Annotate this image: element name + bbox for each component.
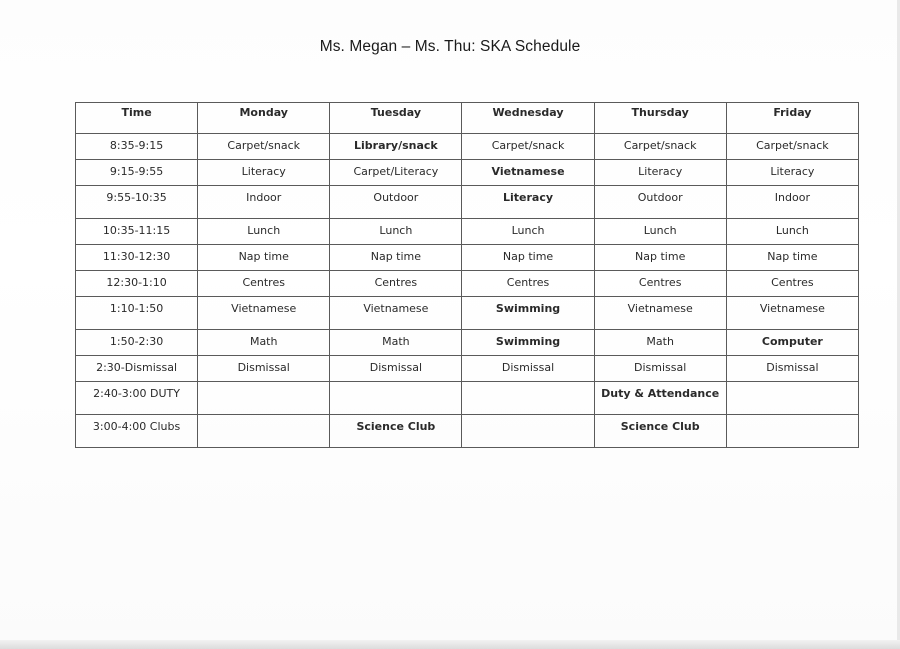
header-row: [76, 103, 859, 134]
cell-thursday: Literacy: [594, 160, 726, 186]
time-cell: 3:00-4:00 Clubs: [76, 415, 198, 448]
cell-tuesday: Lunch: [330, 219, 462, 245]
cell-wednesday: [462, 382, 594, 415]
cell-tuesday: [330, 382, 462, 415]
table-row: [76, 160, 859, 186]
cell-thursday: Nap time: [594, 245, 726, 271]
cell-friday: Vietnamese: [726, 297, 858, 330]
time-cell: 1:10-1:50: [76, 297, 198, 330]
header-wednesday: Wednesday: [462, 103, 594, 134]
header-time: Time: [76, 103, 198, 134]
schedule-table: [75, 102, 859, 448]
cell-thursday: Lunch: [594, 219, 726, 245]
header-monday: Monday: [198, 103, 330, 134]
cell-thursday: Outdoor: [594, 186, 726, 219]
table-row: [76, 219, 859, 245]
cell-tuesday: Dismissal: [330, 356, 462, 382]
cell-monday: Vietnamese: [198, 297, 330, 330]
cell-wednesday: Swimming: [462, 297, 594, 330]
cell-tuesday: Carpet/Literacy: [330, 160, 462, 186]
cell-tuesday: Nap time: [330, 245, 462, 271]
cell-monday: Nap time: [198, 245, 330, 271]
cell-thursday: Dismissal: [594, 356, 726, 382]
cell-wednesday: [462, 415, 594, 448]
time-cell: 9:55-10:35: [76, 186, 198, 219]
cell-friday: Literacy: [726, 160, 858, 186]
cell-monday: Centres: [198, 271, 330, 297]
cell-wednesday: Dismissal: [462, 356, 594, 382]
time-cell: 12:30-1:10: [76, 271, 198, 297]
cell-wednesday: Lunch: [462, 219, 594, 245]
cell-friday: [726, 382, 858, 415]
cell-tuesday: Centres: [330, 271, 462, 297]
cell-monday: Math: [198, 330, 330, 356]
page-title: Ms. Megan – Ms. Thu: SKA Schedule: [319, 38, 581, 55]
table-row: [76, 356, 859, 382]
cell-tuesday: Science Club: [330, 415, 462, 448]
table-row: [76, 271, 859, 297]
table-row: [76, 186, 859, 219]
time-cell: 1:50-2:30: [76, 330, 198, 356]
cell-monday: Literacy: [198, 160, 330, 186]
time-cell: 11:30-12:30: [76, 245, 198, 271]
cell-friday: Centres: [726, 271, 858, 297]
cell-monday: [198, 382, 330, 415]
cell-wednesday: Literacy: [462, 186, 594, 219]
cell-tuesday: Math: [330, 330, 462, 356]
table-row: [76, 297, 859, 330]
table-row: [76, 415, 859, 448]
cell-monday: Indoor: [198, 186, 330, 219]
time-cell: 10:35-11:15: [76, 219, 198, 245]
time-cell: 2:30-Dismissal: [76, 356, 198, 382]
cell-friday: Carpet/snack: [726, 134, 858, 160]
scan-edge-bottom: [0, 640, 900, 649]
cell-tuesday: Vietnamese: [330, 297, 462, 330]
cell-thursday: Math: [594, 330, 726, 356]
header-friday: Friday: [726, 103, 858, 134]
header-thursday: Thursday: [594, 103, 726, 134]
cell-wednesday: Swimming: [462, 330, 594, 356]
table-row: [76, 382, 859, 415]
cell-thursday: Duty & Attendance: [594, 382, 726, 415]
cell-friday: Dismissal: [726, 356, 858, 382]
cell-thursday: Vietnamese: [594, 297, 726, 330]
table-row: [76, 330, 859, 356]
cell-friday: Lunch: [726, 219, 858, 245]
cell-monday: Carpet/snack: [198, 134, 330, 160]
cell-friday: Indoor: [726, 186, 858, 219]
cell-tuesday: Library/snack: [330, 134, 462, 160]
time-cell: 2:40-3:00 DUTY: [76, 382, 198, 415]
cell-monday: [198, 415, 330, 448]
time-cell: 9:15-9:55: [76, 160, 198, 186]
header-tuesday: Tuesday: [330, 103, 462, 134]
cell-wednesday: Nap time: [462, 245, 594, 271]
cell-wednesday: Carpet/snack: [462, 134, 594, 160]
cell-thursday: Carpet/snack: [594, 134, 726, 160]
cell-friday: [726, 415, 858, 448]
cell-monday: Lunch: [198, 219, 330, 245]
cell-friday: Nap time: [726, 245, 858, 271]
cell-wednesday: Centres: [462, 271, 594, 297]
time-cell: 8:35-9:15: [76, 134, 198, 160]
cell-wednesday: Vietnamese: [462, 160, 594, 186]
cell-monday: Dismissal: [198, 356, 330, 382]
cell-tuesday: Outdoor: [330, 186, 462, 219]
cell-thursday: Centres: [594, 271, 726, 297]
table-row: [76, 134, 859, 160]
cell-thursday: Science Club: [594, 415, 726, 448]
cell-friday: Computer: [726, 330, 858, 356]
table-row: [76, 245, 859, 271]
